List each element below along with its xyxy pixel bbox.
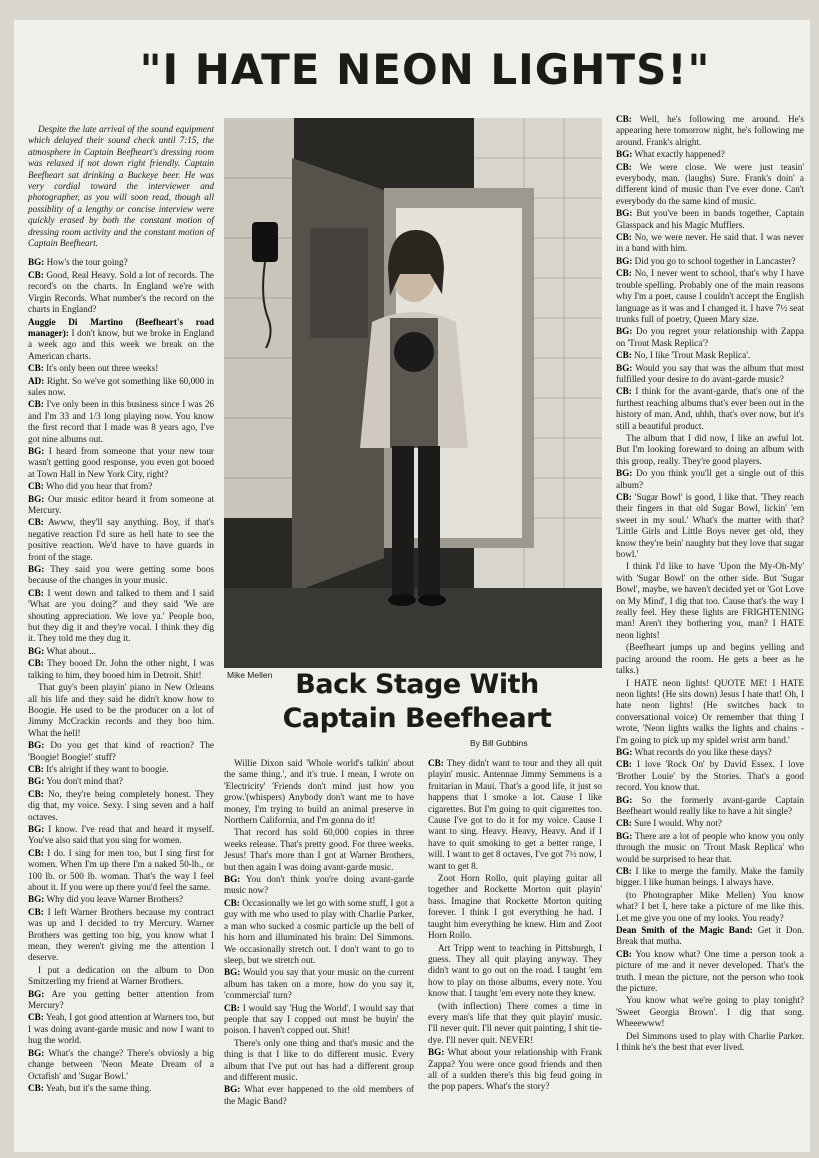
paragraph — [224, 1084, 414, 1107]
paragraph — [616, 149, 804, 160]
paragraph-text: They booed Dr. John the other night, I was talking to him, they booed him in Detroit. Shit! — [28, 658, 214, 680]
paragraph-text: I left Warner Brothers because my contract was up and I decided to try Mercury. Warner Brothers was getting too big, you know what I mean, they weren't giving me the attention I deserve. — [28, 906, 215, 963]
speaker-label: BG: — [224, 967, 241, 978]
paragraph-text: There's only one thing and that's music and the thing is that I like to do different music. Every album that I've put out has had a different group and different music. — [224, 1037, 414, 1082]
paragraph — [28, 764, 214, 775]
paragraph — [28, 658, 214, 681]
speaker-label: BG: — [616, 255, 633, 266]
paragraph-text: There are a lot of people who know you only through the music on 'Trout Mask Replica' who would be surprised to hear that. — [616, 830, 804, 864]
paragraph-text: Occasionally we let go with some stuff, I got a guy with me who used to play with Charlie Parker, a man who sucked a cosmic particle up the bell of his horn and illuminated his brain: Del Simmons. We occasionally stretch out. I don't want to go to sleep, but we stretch out. — [224, 897, 414, 965]
paragraph-text: I think I'd like to have 'Upon the My-Oh-My' with 'Sugar Bowl' on the other side. But 'Sugar Bowl', maybe, we haven't decided yet or 'Got Love on My Mind', I dig that too. Cause that's the way I really feel. Hey these lights are FRIGHTENING man! Aren't they bothering you, man? I HATE neon lights! — [616, 561, 804, 640]
paragraph-text: But you've been in bands together, Captain Glasspack and his Magic Mufflers. — [616, 208, 804, 230]
speaker-label: CB: — [224, 897, 240, 908]
paragraph — [616, 433, 804, 467]
paragraph-text: I know. I've read that and heard it myself. You've also said that you sing for women. — [28, 823, 214, 846]
paragraph — [224, 874, 414, 897]
speaker-label: BG: — [616, 746, 633, 757]
paragraph — [28, 894, 214, 905]
paragraph — [616, 818, 804, 829]
speaker-label: BG: — [28, 564, 45, 575]
speaker-label: CB: — [616, 350, 632, 361]
paragraph-text: No, I never went to school, that's why I have trouble spelling. Probably one of the main reasons why I'm a poet, cause I couldn't accept the English language as it was and I changed it. I have 7½ seat trunks full of poetry, Queen Mary size. — [616, 268, 805, 324]
speaker-label: CB: — [28, 847, 44, 858]
paragraph — [428, 1001, 602, 1047]
paragraph — [28, 965, 214, 988]
speaker-label: Dean Smith of the Magic Band: — [616, 925, 753, 936]
paragraph — [224, 898, 414, 966]
paragraph-text: Yeah, I got good attention at Warners too, but I was doing avant-garde music and now I want to hug the world. — [28, 1012, 214, 1046]
paragraph-text: Are you getting better attention from Mercury? — [28, 988, 214, 1011]
paragraph — [28, 564, 214, 587]
speaker-label: BG: — [224, 1084, 241, 1095]
speaker-label: AD: — [28, 375, 45, 386]
paragraph-text: Yeah, but it's the same thing. — [45, 1082, 152, 1093]
paragraph-text: I HATE neon lights! QUOTE ME! I HATE neon lights! (He sits down) Jesus I hate that! Oh, I hate neon lights! (He switches back to conversational voice) Or remember that thing I wrote, 'Neon lights walks the lights and chains - I'm going to pick up my spidel wrist arm band.' — [616, 677, 804, 745]
paragraph-text: 'Sugar Bowl' is good, I like that. 'They reach their fingers in that old Sugar Bowl, lickin' 'em sweet in my soul.' What's the matter with that? 'Little Girls and Little Boys never get old, they know they're bein' naughty but they love that sugar bowl.' — [616, 492, 804, 560]
paragraph — [28, 848, 214, 894]
paragraph-text: Who did you hear that from? — [45, 481, 153, 492]
paragraph-text: Get it Don. Break that mutha. — [616, 925, 804, 947]
paragraph — [428, 873, 602, 941]
speaker-label: BG: — [616, 794, 633, 805]
paragraph — [28, 317, 214, 363]
speaker-label: CB: — [616, 232, 632, 243]
paragraph — [616, 208, 804, 231]
paragraph-text: No, I like 'Trout Mask Replica'. — [634, 350, 751, 361]
paragraph — [224, 1003, 414, 1037]
paragraph-text: Art Tripp went to teaching in Pittsburgh, I guess. They all quit playing anyway. They didn't want to go out on the road. I taught 'em how to play on those albums, every note. You know that. I taught 'em every note they knew. — [428, 942, 602, 999]
paragraph-text: Del Simmons used to play with Charlie Parker. I think he's the best that ever lived. — [616, 1030, 804, 1053]
paragraph-text: Do you regret your relationship with Zappa on 'Trout Mask Replica'? — [616, 326, 805, 348]
paragraph — [224, 758, 414, 826]
paragraph-text: You don't mind that? — [46, 776, 123, 787]
paragraph-text: What about your relationship with Frank Zappa? You were once good friends and then all of a sudden there's this big feud going in the pop papers. What's the story? — [428, 1047, 602, 1092]
paragraph — [28, 1048, 214, 1082]
paragraph — [616, 350, 804, 361]
speaker-label: CB: — [28, 587, 44, 598]
title-line-1: Back Stage With — [295, 669, 539, 700]
photo-credit: Mike Mellen — [227, 670, 273, 680]
paragraph-text: I love 'Rock On' by David Essex. I love 'Brother Louie' by the Stories. That's a good record. You know that. — [616, 759, 805, 793]
speaker-label: BG: — [224, 874, 241, 885]
paragraph-text: I went down and talked to them and I said 'What are you doing?' and they said 'We are shouting appreciation. We love ya.' People boo, but they dig it and they're vocal. I think they dig it. They told me they dug it. — [28, 587, 214, 644]
paragraph — [28, 481, 214, 492]
paragraph-text: (to Photographer Mike Mellen) You know what? I bet I, here take a picture of me like this. Let me give you one of my looks. You ready? — [616, 889, 804, 923]
paragraph-text: They didn't want to tour and they all quit playin' music. Antennae Jimmy Semmens is a fruitarian in Maui. That's a good life, it just so happens that I smoke a lot. Cause I like cigarettes. But I'm going to quit cigarettes too. Cause I've got to do it for my voice. Cause I want to sing. Heavy. Heavy, Heavy. And if I have to quit smoking to get a better range, I will. I want to get 8 octaves, I've got 7½ now, I want to get 8. — [428, 758, 602, 871]
paragraph-text: No, we were never. He said that. I was never in a band with him. — [616, 232, 804, 254]
paragraph — [28, 124, 214, 249]
paragraph — [28, 1083, 214, 1094]
speaker-label: BG: — [28, 445, 45, 456]
paragraph — [28, 376, 214, 399]
paragraph-text: It's only been out three weeks! — [46, 363, 159, 374]
speaker-label: CB: — [616, 866, 632, 876]
paragraph-text: How's the tour going? — [46, 257, 128, 268]
speaker-label: BG: — [428, 1047, 445, 1058]
paragraph — [616, 866, 804, 889]
speaker-label: BG: — [28, 645, 45, 656]
paragraph — [616, 561, 804, 641]
paragraph — [28, 517, 214, 563]
paragraph — [616, 268, 804, 325]
paragraph-text: Despite the late arrival of the sound equipment which delayed their sound check until 7:15, the atmosphere in Captain Beefheart's dressing room was relaxed if not down right friendly. Captain Beefheart sat drinking a Buckeye beer. He was very cordial toward the interviewer and photographer, as you will soon read, though all possiblity of a lengthy or concise interview were quickly erased by both the constant motion of dressing room activity and the constant motion of Captain Beefheart. — [28, 124, 214, 249]
paragraph — [616, 925, 804, 948]
speaker-label: CB: — [616, 818, 632, 829]
speaker-label: CB: — [28, 399, 44, 410]
paragraph — [28, 740, 214, 763]
speaker-label: CB: — [616, 948, 632, 959]
paragraph-text: Awww, they'll say anything. Boy, if that's negative reaction I'd sure as hell hate to see the positive reaction. We'd have to have guards in front of the stage. — [28, 517, 214, 562]
speaker-label: Auggie Di Martino (Beefheart's road manager): — [28, 316, 214, 338]
paragraph-text: Good, Real Heavy. Sold a lot of records. The record's on the charts. In England we're with Virgin Records. What number's the record on the charts in England? — [28, 269, 214, 315]
paragraph — [428, 1047, 602, 1093]
paragraph — [224, 827, 414, 873]
paragraph-text: I would say 'Hug the World'. I would say that people that say I copped out must be buyin' the poison. I haven't copped out. Shit! — [224, 1002, 415, 1036]
paragraph — [28, 776, 214, 787]
paragraph — [28, 363, 214, 374]
speaker-label: BG: — [28, 740, 45, 751]
speaker-label: CB: — [616, 492, 632, 502]
speaker-label: BG: — [28, 894, 45, 905]
paragraph — [616, 949, 804, 995]
speaker-label: BG: — [616, 830, 633, 841]
paragraph — [28, 257, 214, 268]
paragraph-text: Would you say that was the album that most fulfilled your desire to do avant-garde music? — [616, 362, 804, 384]
paragraph — [616, 232, 804, 255]
speaker-label: BG: — [616, 468, 633, 479]
paragraph-text: Zoot Horn Rollo, quit playing guitar all together and Rockette Morton quit playin' bass. Imagine that Rockette Morton quiting forever. I think I got everything he had. I taught him everything he knew. Him and Zoot Horn Rollo. — [428, 873, 602, 941]
paragraph-text: What records do you like these days? — [634, 746, 772, 757]
speaker-label: BG: — [616, 149, 633, 160]
speaker-label: CB: — [616, 161, 632, 172]
speaker-label: CB: — [28, 269, 44, 280]
paragraph — [616, 747, 804, 758]
speaker-label: BG: — [28, 988, 45, 999]
paragraph-text: Why did you leave Warner Brothers? — [46, 894, 184, 905]
paragraph — [28, 588, 214, 645]
paragraph — [28, 907, 214, 964]
speaker-label: CB: — [28, 517, 44, 528]
paragraph-text: No, they're being completely honest. They dig that, my voice. Sexy. I sing seven and a half octaves. — [28, 788, 214, 822]
speaker-label: CB: — [28, 763, 44, 774]
speaker-label: CB: — [28, 481, 44, 492]
speaker-label: BG: — [28, 1047, 45, 1058]
paragraph-text: They said you were getting some boos because of the changes in your music. — [28, 564, 214, 586]
paragraph-text: That guy's been playin' piano in New Orleans all his life and they said he didn't know how to Boogie. He used to be the producer on a lot of Jimmy McCrackin records and they boo him. What the hell! — [28, 682, 214, 738]
paragraph-text: (Beefheart jumps up and begins yelling and pacing around the room. He gets a beer as he talks.) — [616, 642, 804, 676]
paragraph — [616, 1031, 804, 1054]
paragraph — [224, 1038, 414, 1084]
title-line-2: Captain Beefheart — [282, 703, 552, 734]
paragraph-text: Did you go to school together in Lancaster? — [634, 255, 796, 266]
paragraph — [28, 270, 214, 316]
paragraph-text: I think for the avant-garde, that's one of the furthest reaching albums that's ever been out in the history of man. And, uhhh, that's over now, but it's still a beautiful product. — [616, 386, 804, 431]
speaker-label: BG: — [28, 776, 45, 787]
paragraph — [616, 386, 804, 432]
paragraph — [616, 492, 804, 560]
paragraph-text: What exactly happened? — [634, 149, 725, 160]
paragraph-text: Would you say that your music on the current album has taken on a more, how do you say it, 'commercial' turn? — [224, 967, 414, 1001]
speaker-label: CB: — [616, 759, 632, 770]
paragraph — [616, 831, 804, 865]
paragraph — [28, 682, 214, 739]
paragraph — [428, 758, 602, 872]
speaker-label: BG: — [616, 208, 633, 219]
paragraph-text: It's alright if they want to boogie. — [46, 763, 169, 774]
paragraph — [28, 789, 214, 823]
paragraph — [616, 363, 804, 386]
column-1 — [28, 124, 214, 1149]
column-4 — [616, 114, 804, 1150]
speaker-label: CB: — [28, 1082, 44, 1093]
paragraph — [28, 446, 214, 480]
paragraph-text: Right. So we've got something like 60,000 in sales now. — [28, 375, 214, 397]
speaker-label: CB: — [616, 268, 632, 279]
headline: "I HATE NEON LIGHTS!" — [139, 45, 711, 94]
speaker-label: CB: — [28, 1012, 44, 1023]
paragraph-text: I've only been in this business since I was 26 and I'm 33 and 1/3 long playing now. You know the first record that I made was 8 years ago, I've got nine albums out. — [28, 399, 215, 444]
photo-captain-beefheart — [224, 118, 602, 668]
paragraph — [616, 759, 804, 793]
paragraph — [616, 642, 804, 676]
paragraph-text: You don't think you're doing avant-garde music now? — [224, 874, 414, 896]
paragraph — [616, 678, 804, 746]
column-3 — [428, 758, 602, 1150]
paragraph — [28, 646, 214, 657]
paragraph-text: I put a dedication on the album to Don Smitzerling my friend at Warner Brothers. — [28, 964, 214, 987]
paragraph-text: I like to merge the family. Make the family bigger. I like human beings. I always have. — [616, 866, 805, 888]
speaker-label: BG: — [28, 493, 45, 504]
paragraph — [28, 399, 214, 445]
photo-image — [224, 118, 602, 668]
paragraph-text: Do you think you'll get a single out of this album? — [616, 468, 804, 490]
paragraph — [616, 256, 804, 267]
paragraph-text: The album that I did now, I like an awful lot. But I'm looking foreward to doing an album with this group, really. They're good players. — [616, 432, 804, 466]
paragraph-text: I do. I sing for men too, but I sing first for women. When I'm up there I'm a naked 50-lb., or 100 lb. or 500 lb. woman. That's the way I feel about it. If you were up there you'd feel the same. — [28, 847, 214, 892]
paragraph-text: (with inflection) There comes a time in every man's life that they quit playin' music. I'll never quit. I'll never quit painting, I shit tie-dye. I'll never quit. NEVER! — [428, 1000, 602, 1045]
paragraph — [28, 989, 214, 1012]
paragraph-text: What ever happened to the old members of the Magic Band? — [224, 1084, 414, 1106]
paragraph-text: Willie Dixon said 'Whole world's talkin' about the same thing.', and it's true. I mean, I wrote on 'Electricity' 'Friends don't mind just how you grow.'(whispers) Anybody don't want me to have money, I'm trying to build an animal preserve in Northern California, and I'm gonna do it! — [224, 758, 414, 826]
speaker-label: CB: — [616, 386, 632, 397]
paragraph — [616, 326, 804, 349]
paragraph-text: Well, he's following me around. He's appearing here tomorrow night, he's following me around. Frank's alright. — [616, 114, 804, 147]
speaker-label: CB: — [428, 758, 444, 768]
paragraph — [428, 943, 602, 1000]
paragraph-text: I heard from someone that your new tour wasn't getting good response, you even got booed at Town Hall in New York City, right? — [28, 445, 214, 479]
paragraph-text: I don't know, but we broke in England a week ago and this week we break on the American charts. — [28, 327, 214, 361]
paragraph-text: You know what we're going to play tonight? 'Sweet Georgia Brown'. I dig that song. Wheeewww! — [616, 995, 804, 1029]
paragraph — [224, 967, 414, 1001]
paragraph-text: You know what? One time a person took a picture of me and it never developed. That's the truth. I mean the picture, not the person who took the picture. — [616, 948, 804, 994]
paragraph — [28, 824, 214, 847]
byline: By Bill Gubbins — [470, 738, 528, 748]
speaker-label: BG: — [616, 326, 633, 337]
paragraph-text: We were close. We were just teasin' everybody, man. (laughs) Sure. Frank's doin' a different kind of music than I've ever done. Can't everybody do the same kind of music. — [616, 161, 804, 206]
paragraph-text: Our music editor heard it from someone at Mercury. — [28, 493, 214, 515]
speaker-label: BG: — [616, 362, 633, 373]
article-title — [282, 668, 552, 736]
speaker-label: CB: — [28, 658, 44, 669]
speaker-label: CB: — [28, 363, 44, 374]
paragraph — [616, 468, 804, 491]
speaker-label: CB: — [28, 788, 44, 799]
paragraph — [616, 795, 804, 818]
speaker-label: CB: — [28, 906, 44, 917]
paragraph-text: Sure I would. Why not? — [634, 818, 722, 829]
paragraph — [28, 494, 214, 517]
paragraph-text: So the formerly avant-garde Captain Beefheart would really like to have a hit single? — [616, 794, 804, 816]
paragraph — [28, 1012, 214, 1046]
speaker-label: BG: — [28, 823, 45, 834]
speaker-label: BG: — [28, 257, 45, 268]
paragraph-text: That record has sold 60,000 copies in three weeks release. That's pretty good. For three weeks. Jesus! That's more than I got at Warner Brothers, but then again I was doing avant-garde music. — [224, 827, 414, 872]
paragraph — [616, 995, 804, 1029]
column-2 — [224, 758, 414, 1150]
paragraph-text: What's the change? There's obviosly a big change between 'Neon Meate Dream of a Octafish' and 'Sugar Bowl.' — [28, 1047, 214, 1081]
paragraph-text: What about... — [46, 645, 96, 656]
paragraph — [616, 162, 804, 208]
paragraph-text: Do you get that kind of reaction? The 'Boogie! Boogie!' stuff? — [28, 740, 214, 762]
speaker-label: CB: — [616, 114, 632, 124]
paragraph — [616, 890, 804, 924]
paragraph — [616, 114, 804, 148]
speaker-label: CB: — [224, 1002, 240, 1013]
